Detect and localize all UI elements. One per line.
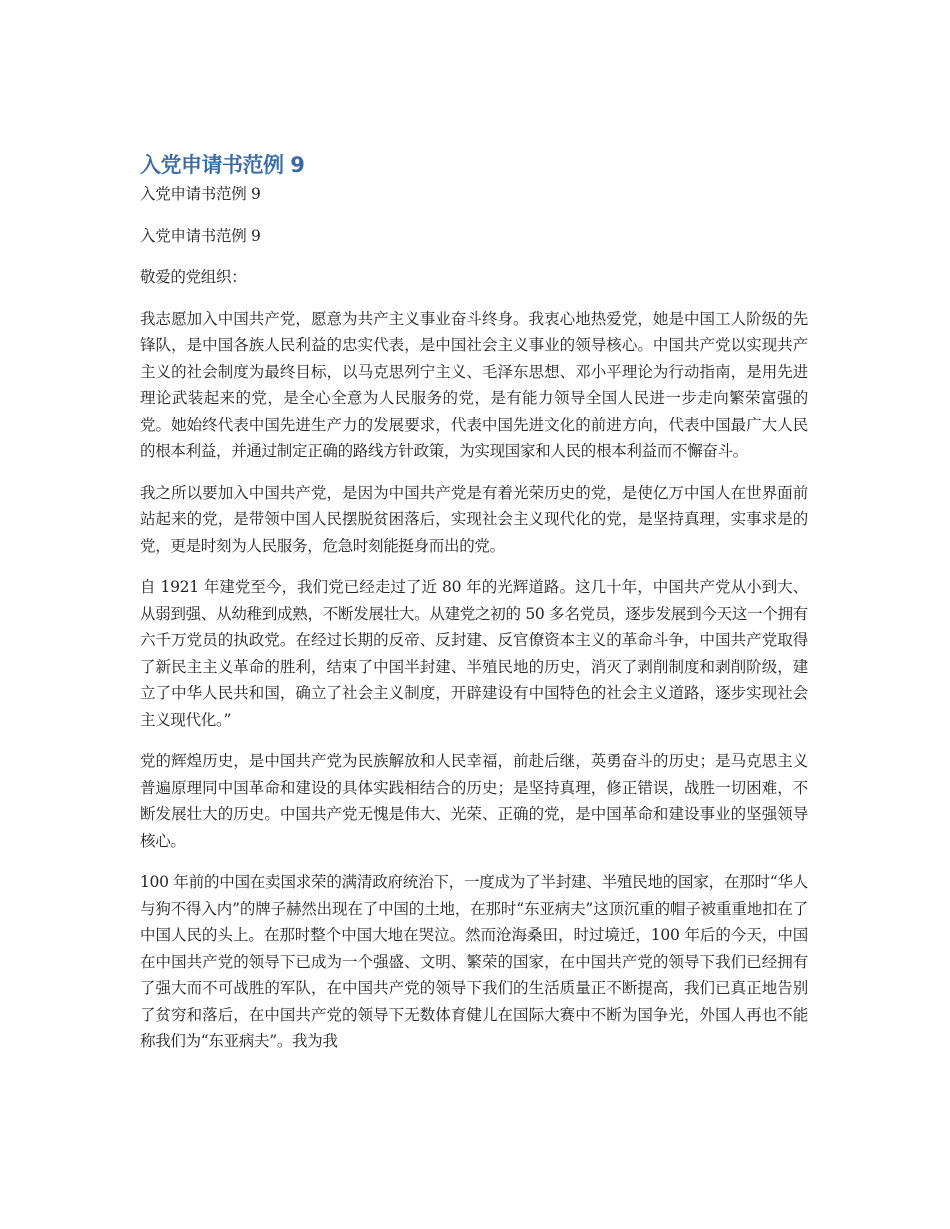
- body-paragraph: 我之所以要加入中国共产党，是因为中国共产党是有着光荣历史的党，是使亿万中国人在世界面前站起来的党，是带领中国人民摆脱贫困落后，实现社会主义现代化的党，是坚持真理，实事求是的党，更是时刻为人民服务，危急时刻能挺身而出的党。: [140, 483, 808, 555]
- body-paragraph: 党的辉煌历史，是中国共产党为民族解放和人民幸福，前赴后继，英勇奋斗的历史；是马克思主义普遍原理同中国革命和建设的具体实践相结合的历史；是坚持真理，修正错误，战胜一切困难，不断发展壮大的历史。中国共产党无愧是伟大、光荣、正确的党，是中国革命和建设事业的坚强领导核心。: [140, 752, 808, 850]
- subtitle-paragraph: 入党申请书范例 9: [140, 185, 261, 203]
- salutation: 敬爱的党组织：: [140, 268, 247, 286]
- document-title: 入党申请书范例 9: [140, 153, 305, 177]
- heading-paragraph: 入党申请书范例 9: [140, 226, 261, 245]
- body-paragraph: 我志愿加入中国共产党，愿意为共产主义事业奋斗终身。我衷心地热爱党，她是中国工人阶级的先锋队，是中国各族人民利益的忠实代表，是中国社会主义事业的领导核心。中国共产党以实现共产主义的社会制度为最终目标，以马克思列宁主义、毛泽东思想、邓小平理论为行动指南，是用先进理论武装起来的党，是全心全意为人民服务的党，是有能力领导全国人民进一步走向繁荣富强的党。她始终代表中国先进生产力的发展要求，代表中国先进文化的前进方向，代表中国最广大人民的根本利益，并通过制定正确的路线方针政策，为实现国家和人民的根本利益而不懈奋斗。: [140, 309, 808, 460]
- document-page: [140, 150, 808, 1055]
- body-paragraph: 自 1921 年建党至今，我们党已经走过了近 80 年的光辉道路。这几十年，中国共产党从小到大、从弱到强、从幼稚到成熟，不断发展壮大。从建党之初的 50 多名党员，逐步发展到今天这一个拥有六千万党员的执政党。在经过长期的反帝、反封建、反官僚资本主义的革命斗争，中国共产党取得了新民主主义革命的胜利，结束了中国半封建、半殖民地的历史，消灭了剥削制度和剥削阶级，建立了中华人民共和国，确立了社会主义制度，开辟建设有中国特色的社会主义道路，逐步实现社会主义现代化。”: [140, 578, 808, 729]
- body-paragraph: 100 年前的中国在卖国求荣的满清政府统治下，一度成为了半封建、半殖民地的国家，在那时“华人与狗不得入内”的牌子赫然出现在了中国的土地，在那时“东亚病夫”这顶沉重的帽子被重重地扣在了中国人民的头上。在那时整个中国大地在哭泣。然而沧海桑田，时过境迁，100 年后的今天，中国在中国共产党的领导下已成为一个强盛、文明、繁荣的国家，在中国共产党的领导下我们已经拥有了强大而不可战胜的军队，在中国共产党的领导下我们的生活质量正不断提高，我们已真正地告别了贫穷和落后，在中国共产党的领导下无数体育健儿在国际大赛中不断为国争光，外国人再也不能称我们为“东亚病夫”。我为我: [140, 873, 808, 1050]
